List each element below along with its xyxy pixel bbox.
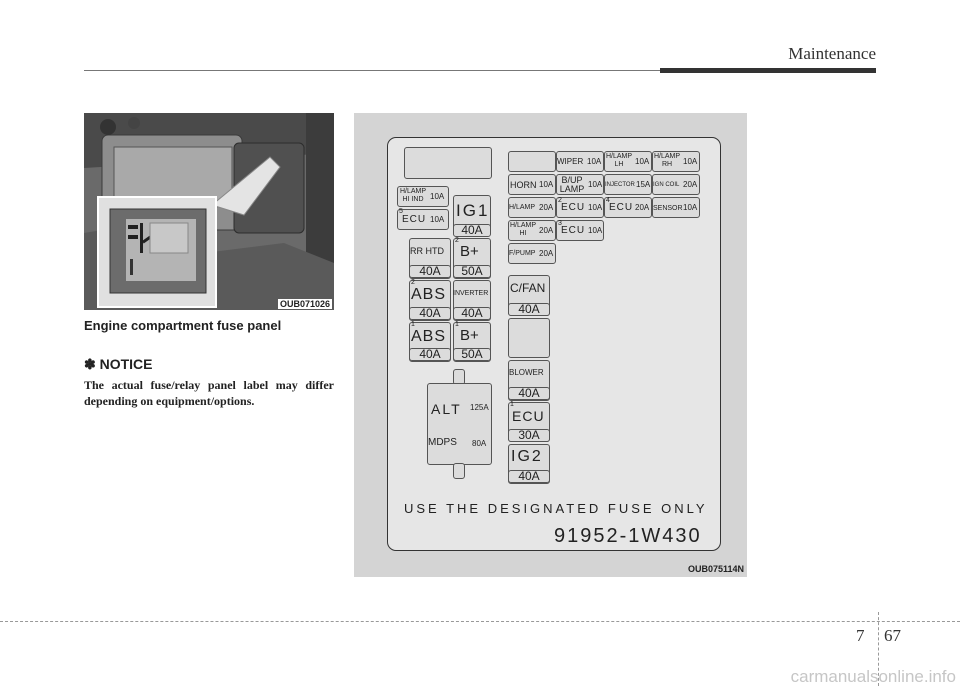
fuse-amp: 10A <box>588 203 603 212</box>
fuse-label: RH <box>661 161 673 168</box>
fuse-amp: 15A <box>636 180 651 189</box>
fuse-amp: 20A <box>635 203 650 212</box>
fuse-amp: 10A <box>588 226 603 235</box>
fuse-amp: 10A <box>683 203 698 212</box>
fuse-label: SENSOR <box>653 205 683 212</box>
fuse-amp: 20A <box>539 249 554 258</box>
fuse-amp: 30A <box>508 429 550 442</box>
chapter-number: 7 <box>856 626 865 645</box>
watermark: carmanualsonline.info <box>790 667 956 686</box>
fuse-amp: 10A <box>539 180 554 189</box>
fuse-amp: 80A <box>472 439 487 448</box>
fuse-number: 1 <box>455 321 459 328</box>
fuse-label: HI <box>519 230 527 237</box>
fuse-label: IG2 <box>511 448 543 465</box>
fuse-number: 1 <box>411 321 415 328</box>
fuse-label: ECU <box>561 225 586 236</box>
fuse-label: WIPER <box>557 157 584 166</box>
fuse-label: F/PUMP <box>509 250 536 257</box>
fuse-label: H/LAMP <box>509 204 536 211</box>
fuse-amp: 40A <box>508 303 550 316</box>
fuse-amp: 40A <box>453 307 491 320</box>
fuse-amp: 10A <box>430 215 445 224</box>
header-rule <box>84 70 660 71</box>
fuse-amp: 20A <box>539 226 554 235</box>
photo-caption: Engine compartment fuse panel <box>84 318 282 333</box>
fuse-amp: 40A <box>508 470 550 483</box>
engine-compartment-photo <box>84 113 334 310</box>
fuse-label: IG1 <box>456 201 490 220</box>
fuse-amp: 10A <box>683 157 698 166</box>
notice-heading: ✽ NOTICE <box>84 356 153 372</box>
fuse-label: RR HTD <box>410 246 444 256</box>
fuse-number: 3 <box>558 220 562 227</box>
fuse-label: H/LAMP <box>399 188 427 195</box>
fuse-label: ECU <box>609 202 634 213</box>
blank-relay-top-right <box>508 151 556 172</box>
fuse-amp: 10A <box>587 157 602 166</box>
designated-fuse-warning: USE THE DESIGNATED FUSE ONLY <box>404 501 708 516</box>
fuse-label: ECU <box>561 202 586 213</box>
fuse-amp: 50A <box>453 265 491 278</box>
fuse-label: B+ <box>460 327 479 344</box>
fuse-label: C/FAN <box>510 281 546 295</box>
fuse-label: HORN <box>510 180 537 190</box>
fuse-number: 1 <box>510 401 514 408</box>
fuse-label: H/LAMP <box>653 153 681 160</box>
fuse-amp: 40A <box>508 387 550 400</box>
engine-photo-illustration <box>84 113 334 310</box>
section-title: Maintenance <box>788 44 876 63</box>
fuse-label: MDPS <box>428 437 457 448</box>
fuse-number: 2 <box>455 237 459 244</box>
fuse-label: HI IND <box>402 196 424 203</box>
fuse-number: 2 <box>411 279 415 286</box>
photo-code: OUB071026 <box>279 299 330 309</box>
fuse-amp: 20A <box>539 203 554 212</box>
header-rule-accent <box>660 68 876 73</box>
fuse-label: ABS <box>411 286 447 303</box>
fuse-label: ALT <box>431 401 462 417</box>
fuse-panel-diagram <box>354 113 747 577</box>
fuse-label: INJECTOR <box>605 182 635 188</box>
fuse-amp: 10A <box>430 192 445 201</box>
fuse-alt-mdps-block <box>427 383 492 465</box>
fuse-number: 2 <box>558 197 562 204</box>
fuse-amp: 125A <box>470 403 489 412</box>
fuse-amp: 40A <box>453 224 491 237</box>
notice-text: The actual fuse/relay panel label may differ depending on equipment/options. <box>84 378 334 408</box>
fuse-label: INVERTER <box>453 290 489 297</box>
fuse-label: B+ <box>460 243 479 260</box>
fuse-label: H/LAMP <box>509 222 537 229</box>
fuse-label: H/LAMP <box>605 153 633 160</box>
fuse-label: LH <box>614 161 624 168</box>
fuse-amp: 20A <box>683 180 698 189</box>
fuse-label: ECU <box>402 214 427 225</box>
fuse-label: IGN COIL <box>653 182 680 188</box>
fuse-number: 5 <box>399 208 403 215</box>
fuse-label: ECU <box>512 408 545 424</box>
fuse-label: LAMP <box>559 184 585 194</box>
blank-fuse-slot <box>508 318 550 358</box>
panel-part-number: 91952-1W430 <box>554 525 702 547</box>
fuse-amp: 40A <box>409 265 451 278</box>
fuse-amp: 50A <box>453 348 491 361</box>
fuse-label: ABS <box>411 328 447 345</box>
fuse-amp: 10A <box>635 157 650 166</box>
fuse-label: BLOWER <box>509 368 544 377</box>
fuse-number: 4 <box>606 197 610 204</box>
fuse-label: B/UP <box>561 175 583 185</box>
fuse-amp: 40A <box>409 348 451 361</box>
footer-rule <box>0 621 960 622</box>
blank-relay-top <box>404 147 492 179</box>
fuse-stem-bottom <box>453 463 465 479</box>
fuse-amp: 40A <box>409 307 451 320</box>
fuse-panel-label <box>387 137 721 551</box>
page-number: 67 <box>884 626 901 645</box>
fuse-amp: 10A <box>588 180 603 189</box>
diagram-code: OUB075114N <box>687 564 744 574</box>
